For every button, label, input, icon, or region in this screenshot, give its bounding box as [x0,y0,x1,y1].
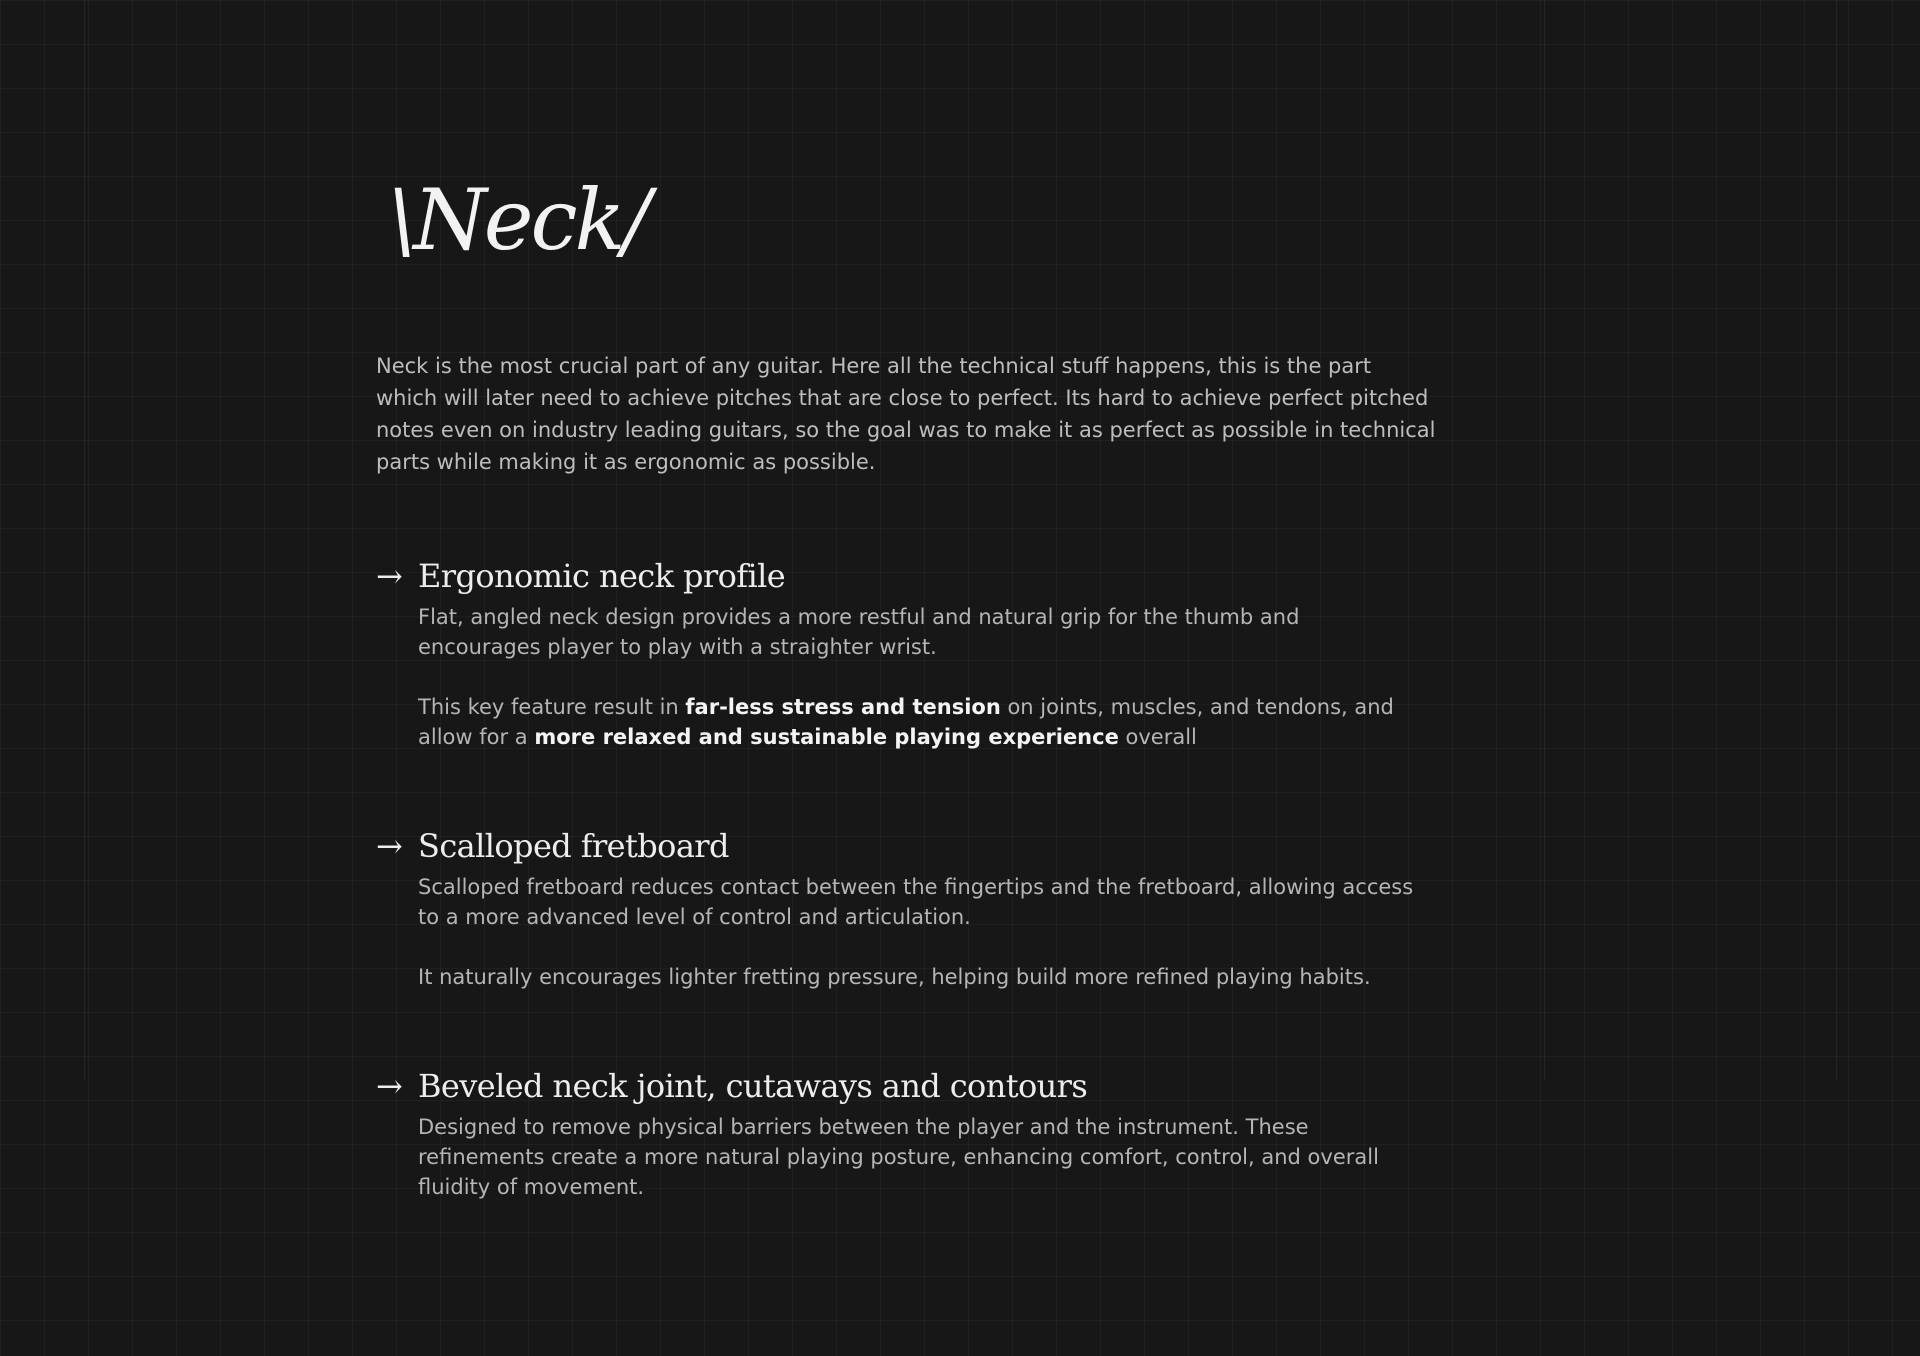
feature-heading [376,556,1436,596]
arrow-right-icon: → [376,827,403,865]
feature-beveled-neck-joint [376,1066,1436,1202]
feature-heading-text: Beveled neck joint, cutaways and contours [418,1067,1088,1105]
arrow-right-icon: → [376,557,403,595]
feature-paragraph: Flat, angled neck design provides a more restful and natural grip for the thumb and encourages player to play with a straighter wrist. [418,605,1300,659]
feature-paragraph-highlights [418,692,1418,752]
page-title: \Neck/ [388,171,648,269]
arrow-right-icon: → [376,1067,403,1105]
feature-paragraph: Designed to remove physical barriers between the player and the instrument. These refinements create a more natural playing posture, enhancing comfort, control, and overall fluidity of movement. [418,1115,1379,1199]
feature-heading-text: Ergonomic neck profile [418,557,786,595]
grid-guide-right-2 [1836,0,1837,1080]
feature-scalloped-fretboard [376,826,1436,992]
feature-heading [376,1066,1436,1106]
highlight-stress: far-less stress and tension [685,695,1001,719]
feature-heading [376,826,1436,866]
feature-heading-text: Scalloped fretboard [418,827,729,865]
feature-paragraph: Scalloped fretboard reduces contact between the fingertips and the fretboard, allowing access to a more advanced level of control and articulation. [418,875,1414,929]
text-run: overall [1118,725,1197,749]
intro-paragraph: Neck is the most crucial part of any guitar. Here all the technical stuff happens, this is the part which will later need to achieve pitches that are close to perfect. Its hard to achieve perfect pitched notes even on industry leading guitars, so the goal was to make it as perfect as possible in technical parts while making it as ergonomic as possible. [376,354,1436,474]
text-run: on joints, muscles, and tendons, and allow for a [418,695,1394,749]
feature-paragraph: It naturally encourages lighter fretting pressure, helping build more refined playing habits. [418,965,1371,989]
grid-guide-left [84,0,85,1080]
feature-body [418,1112,1436,1202]
neck-section [376,160,1436,1202]
feature-body [418,602,1436,752]
feature-ergonomic-neck-profile [376,556,1436,752]
highlight-experience: more relaxed and sustainable playing experience [534,725,1119,749]
feature-body [418,872,1436,992]
text-run: This key feature result in [418,695,686,719]
grid-guide-right-1 [1544,0,1545,1080]
